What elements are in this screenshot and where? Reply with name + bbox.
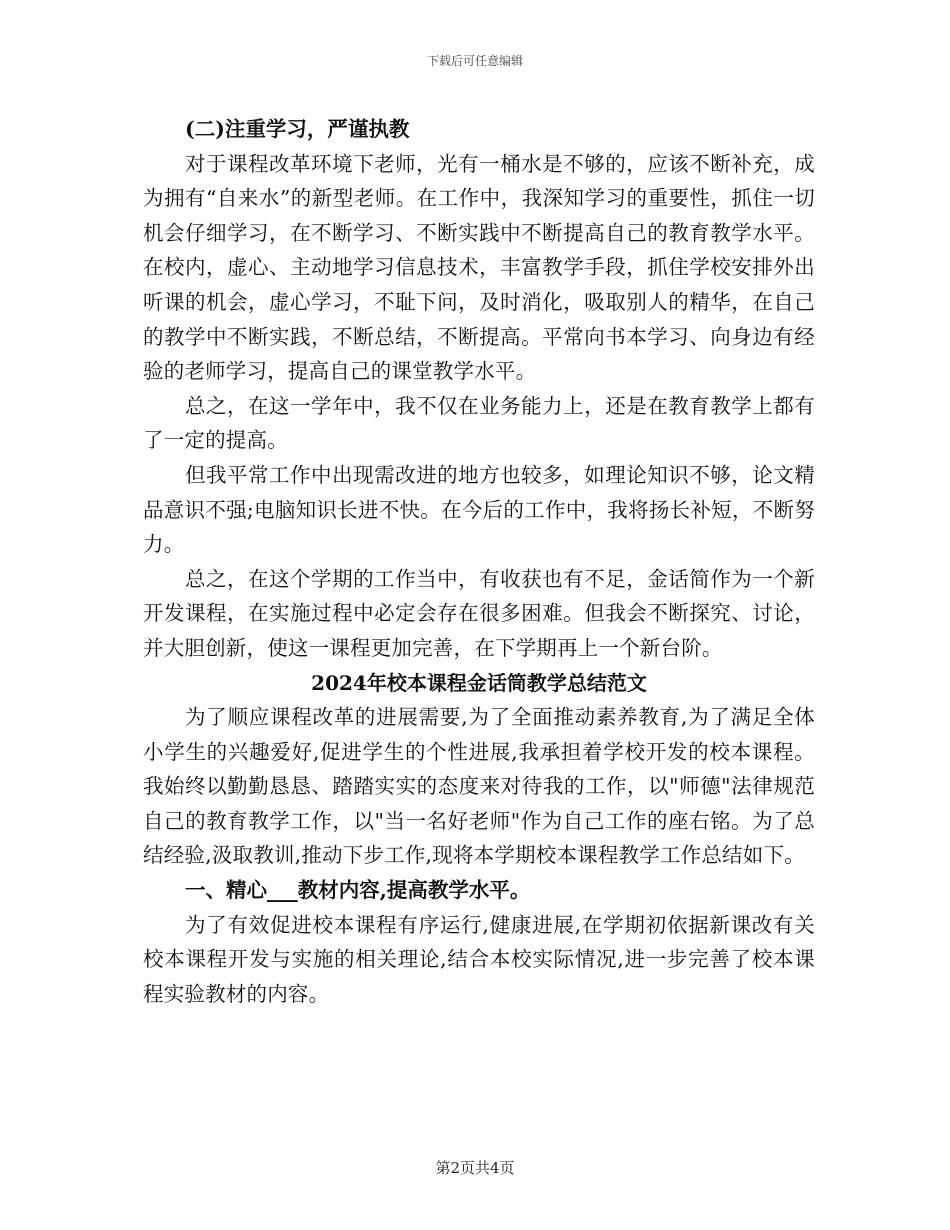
section-heading-materials: 一、精心___教材内容,提高教学水平。 [185,878,531,903]
paragraph-semester-summary: 总之，在这个学期的工作当中，有收获也有不足，金话简作为一个新开发课程，在实施过程中必定会存在很多困难。但我会不断探究、讨论，并大胆创新，使这一课程更加完善，在下学期再上一个新台阶。 [143,566,815,660]
section-heading-study: (二)注重学习，严谨执教 [185,117,410,141]
paragraph-intro: 为了顺应课程改革的进展需要,为了全面推动素养教育,为了满足全体小学生的兴趣爱好,促进学生的个性进展,我承担着学校开发的校本课程。我始终以勤勤恳恳、踏踏实实的态度来对待我的工作，以"师德"法律规范自己的教育教学工作，以"当一名好老师"作为自己工作的座右铭。为了总结经验,汲取教训,推动下步工作,现将本学期校本课程教学工作总结如下。 [143,705,815,868]
paragraph-summary-year: 总之，在这一学年中，我不仅在业务能力上，还是在教育教学上都有了一定的提高。 [143,393,815,453]
paragraph-improvements: 但我平常工作中出现需改进的地方也较多，如理论知识不够，论文精品意识不强;电脑知识长进不快。在今后的工作中，我将扬长补短，不断努力。 [143,462,815,557]
page-header: 下载后可任意编辑 [426,54,523,68]
document-title: 2024年校本课程金话筒教学总结范文 [311,670,647,695]
document-body [143,112,815,1011]
page-footer: 第2页共4页 [435,1159,515,1177]
paragraph-study-detail: 对于课程改革环境下老师，光有一桶水是不够的，应该不断补充，成为拥有“自来水”的新型老师。在工作中，我深知学习的重要性，抓住一切机会仔细学习，在不断学习、不断实践中不断提高自己的教育教学水平。在校内，虚心、主动地学习信息技术，丰富教学手段，抓住学校安排外出听课的机会，虚心学习，不耻下问，及时消化，吸取别人的精华，在自己的教学中不断实践，不断总结，不断提高。平常向书本学习、向身边有经验的老师学习，提高自己的课堂教学水平。 [143,151,815,384]
paragraph-materials: 为了有效促进校本课程有序运行,健康进展,在学期初依据新课改有关校本课程开发与实施的相关理论,结合本校实际情况,进一步完善了校本课程实验教材的内容。 [143,912,815,1006]
